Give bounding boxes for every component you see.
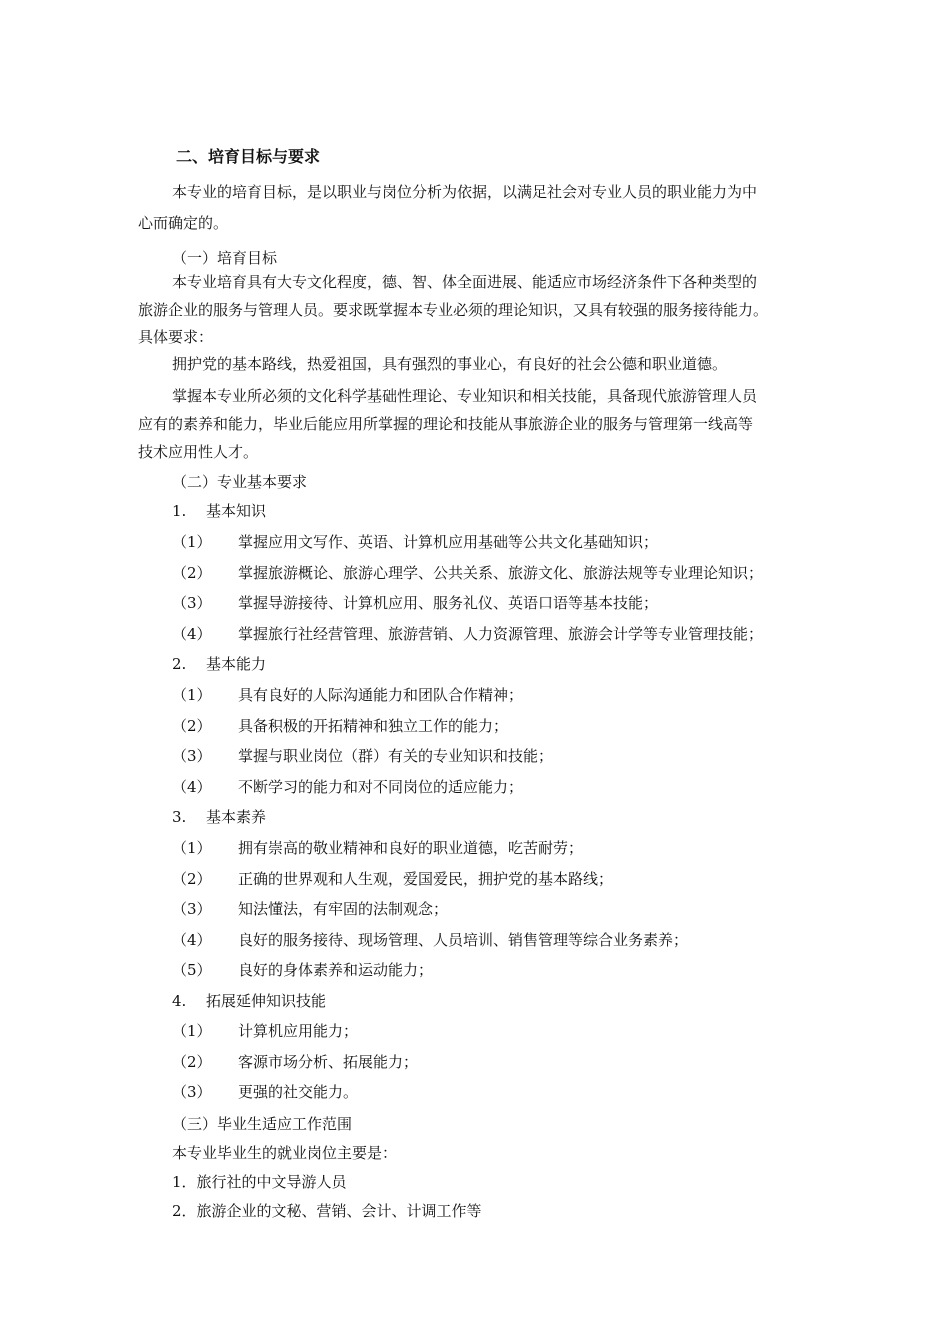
item-text: 掌握应用文写作、英语、计算机应用基础等公共文化基础知识；: [238, 533, 659, 551]
group-title: 基本能力: [206, 655, 267, 673]
list-item: [172, 1021, 358, 1041]
section-title: 二、培育目标与要求: [176, 147, 321, 166]
item-number: （5）: [172, 961, 212, 979]
requirement-group-heading: [172, 501, 266, 521]
goal-paragraph-3-line-3: 技术应用性人才。: [138, 443, 259, 461]
item-text: 掌握旅行社经营管理、旅游营销、人力资源管理、旅游会计学等专业管理技能；: [238, 625, 764, 643]
item-text: 具有良好的人际沟通能力和团队合作精神；: [238, 686, 524, 704]
item-number: （2）: [172, 870, 212, 888]
item-text: 掌握与职业岗位（群）有关的专业知识和技能；: [238, 747, 554, 765]
list-item: [172, 838, 583, 858]
group-title: 基本知识: [206, 502, 267, 520]
requirements-heading: （二）专业基本要求: [172, 473, 308, 491]
goal-paragraph-1-line-2: 旅游企业的服务与管理人员。要求既掌握本专业必须的理论知识，又具有较强的服务接待能力。: [138, 301, 769, 319]
list-item: [172, 685, 523, 705]
item-number: （1）: [172, 533, 212, 551]
goal-heading: （一）培育目标: [172, 249, 278, 267]
list-item: [172, 777, 523, 797]
item-text: 计算机应用能力；: [238, 1022, 359, 1040]
goal-paragraph-1-line-3: 具体要求：: [138, 328, 214, 346]
list-item: [172, 899, 448, 919]
item-number: （4）: [172, 625, 212, 643]
item-text: 掌握旅游概论、旅游心理学、公共关系、旅游文化、旅游法规等专业理论知识；: [238, 564, 764, 582]
item-text: 知法懂法，有牢固的法制观念；: [238, 900, 449, 918]
goal-paragraph-2: 拥护党的基本路线，热爱祖国，具有强烈的事业心，有良好的社会公德和职业道德。: [172, 355, 728, 373]
goal-paragraph-3-line-1: 掌握本专业所必须的文化科学基础性理论、专业知识和相关技能，具备现代旅游管理人员: [172, 387, 758, 405]
list-item: [172, 1082, 358, 1102]
list-item: [172, 1052, 418, 1072]
scope-item: 1．旅行社的中文导游人员: [172, 1173, 347, 1191]
item-number: （3）: [172, 900, 212, 918]
group-title: 基本素养: [206, 808, 267, 826]
group-number: 4.: [172, 992, 187, 1010]
item-number: （1）: [172, 1022, 212, 1040]
group-number: 1.: [172, 502, 187, 520]
item-text: 掌握导游接待、计算机应用、服务礼仪、英语口语等基本技能；: [238, 594, 659, 612]
item-text: 正确的世界观和人生观，爱国爱民，拥护党的基本路线；: [238, 870, 614, 888]
item-number: （2）: [172, 717, 212, 735]
item-number: （2）: [172, 1053, 212, 1071]
goal-paragraph-1-line-1: 本专业培育具有大专文化程度，德、智、体全面进展、能适应市场经济条件下各种类型的: [172, 273, 758, 291]
list-item: [172, 624, 763, 644]
goal-paragraph-3-line-2: 应有的素养和能力，毕业后能应用所掌握的理论和技能从事旅游企业的服务与管理第一线高等: [138, 415, 754, 433]
group-number: 2.: [172, 655, 187, 673]
item-number: （2）: [172, 564, 212, 582]
list-item: [172, 593, 658, 613]
item-text: 不断学习的能力和对不同岗位的适应能力；: [238, 778, 524, 796]
item-text: 拥有崇高的敬业精神和良好的职业道德，吃苦耐劳；: [238, 839, 584, 857]
list-item: [172, 930, 688, 950]
item-text: 良好的身体素养和运动能力；: [238, 961, 434, 979]
group-title: 拓展延伸知识技能: [206, 992, 327, 1010]
item-number: （3）: [172, 594, 212, 612]
list-item: [172, 716, 508, 736]
item-text: 具备积极的开拓精神和独立工作的能力；: [238, 717, 509, 735]
intro-line-1: 本专业的培育目标，是以职业与岗位分析为依据，以满足社会对专业人员的职业能力为中: [172, 183, 758, 201]
scope-heading: （三）毕业生适应工作范围: [172, 1115, 353, 1133]
item-text: 更强的社交能力。: [238, 1083, 359, 1101]
requirement-group-heading: [172, 654, 266, 674]
scope-intro: 本专业毕业生的就业岗位主要是：: [172, 1144, 398, 1162]
requirement-group-heading: [172, 991, 326, 1011]
item-number: （3）: [172, 747, 212, 765]
requirement-group-heading: [172, 807, 266, 827]
item-number: （1）: [172, 839, 212, 857]
item-number: （1）: [172, 686, 212, 704]
item-number: （4）: [172, 931, 212, 949]
list-item: [172, 563, 763, 583]
group-number: 3.: [172, 808, 187, 826]
list-item: [172, 869, 613, 889]
item-number: （4）: [172, 778, 212, 796]
list-item: [172, 746, 553, 766]
item-number: （3）: [172, 1083, 212, 1101]
list-item: [172, 960, 433, 980]
list-item: [172, 532, 658, 552]
intro-line-2: 心而确定的。: [138, 214, 229, 232]
item-text: 客源市场分析、拓展能力；: [238, 1053, 419, 1071]
item-text: 良好的服务接待、现场管理、人员培训、销售管理等综合业务素养；: [238, 931, 689, 949]
scope-item: 2．旅游企业的文秘、营销、会计、计调工作等: [172, 1202, 482, 1220]
